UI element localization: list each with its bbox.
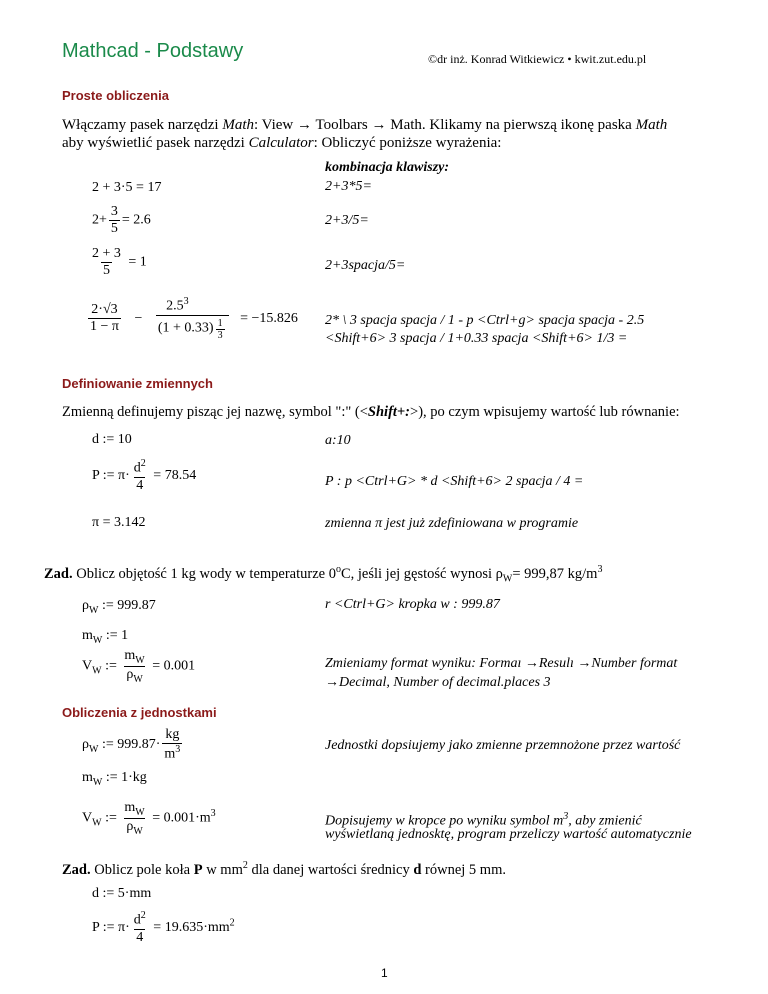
P-result: = 78.54 — [153, 468, 197, 484]
keys-def-d: a:10 — [325, 433, 351, 448]
fraction-denominator: 1 − π — [90, 318, 119, 334]
section-heading-variables: Definiowanie zmiennych — [62, 376, 213, 391]
exponent: 3 — [175, 744, 181, 755]
expr-3-fraction — [90, 246, 123, 279]
task-label: Zad. — [44, 565, 73, 582]
page-title: Mathcad - Podstawy — [62, 40, 244, 62]
expr-4-fraction-1 — [88, 302, 121, 335]
section-heading-units: Obliczenia z jednostkami — [62, 705, 217, 720]
V-symbol: V — [82, 810, 93, 826]
fraction-denominator: 5 — [110, 221, 118, 236]
expr-4 — [86, 296, 298, 341]
subscript: W — [135, 654, 145, 666]
V-result: = 0.001 — [152, 658, 196, 674]
task-variable: P — [193, 861, 203, 878]
intro-text: : View → Toolbars → Math. Klikamy na pierwszą ikonę paska — [254, 117, 636, 133]
def-P-mm — [92, 910, 235, 946]
fraction-numerator: 2 + 3 — [92, 246, 121, 261]
intro-math-word: Math — [635, 117, 668, 133]
intro-text: Włączamy pasek narzędzi — [62, 117, 223, 133]
expr-3 — [88, 246, 147, 279]
fraction-numerator — [132, 910, 148, 929]
keys-V-line-1: Zmieniamy format wyniku: Formaı →Resulı →Number format — [325, 656, 678, 671]
subscript: W — [92, 776, 103, 788]
exponent: 2 — [229, 917, 235, 929]
V-symbol: V — [82, 658, 93, 674]
intro-text: aby wyświetlić pasek narzędzi — [62, 135, 249, 151]
def-rho — [82, 598, 156, 616]
keys-pi: zmienna π jest już zdefiniowana w programie — [325, 516, 579, 531]
fraction-numerator — [132, 458, 148, 477]
keys-header: kombinacja klawiszy: — [325, 160, 450, 175]
intro-text: : Obliczyć poniższe wyrażenia: — [313, 135, 502, 151]
subscript: W — [92, 634, 103, 646]
base-value: 2.5 — [166, 298, 184, 314]
keys-4-line-2: <Shift+6> 3 spacja / 1+0.33 spacja <Shift+6> 1/3 = — [325, 331, 628, 346]
keys-V-line-2: →Decimal, Number of decimal.places 3 — [325, 675, 551, 690]
task-1 — [44, 561, 602, 589]
exponent-fraction — [216, 318, 225, 341]
task-label: Zad. — [62, 861, 91, 878]
fraction-numerator: 2·√3 — [91, 301, 118, 317]
rho-symbol: ρ — [82, 737, 89, 753]
m-definition: := 1·kg — [102, 770, 147, 785]
base-value: (1 + 0.33) — [157, 320, 214, 336]
rho-definition: := 999.87 — [98, 598, 156, 613]
P-result: = 19.635·mm — [153, 920, 230, 936]
exponent: 2 — [140, 910, 146, 921]
superscript: 3 — [563, 811, 569, 822]
subscript: W — [89, 604, 99, 616]
task-text: Oblicz objętość 1 kg wody w temperaturze 0 — [72, 565, 336, 582]
expr-4-result: = −15.826 — [240, 310, 298, 326]
exponent: 2 — [140, 458, 146, 469]
fraction-denominator — [124, 818, 144, 837]
fraction-denominator — [124, 666, 144, 685]
section-heading-simple: Proste obliczenia — [62, 88, 169, 103]
superscript: o — [335, 564, 341, 575]
expr-1: 2 + 3·5 = 17 — [92, 180, 162, 195]
base-value: ρ — [126, 666, 134, 682]
subscript: W — [133, 673, 143, 685]
shift-colon-key: Shift+: — [367, 404, 411, 420]
keys-1: 2+3*5= — [325, 179, 372, 194]
intro-line-1 — [62, 116, 667, 134]
base-value: d — [133, 460, 141, 476]
intro-calculator-word: Calculator — [248, 135, 314, 151]
page-number: 1 — [381, 966, 388, 980]
unit-fraction — [162, 727, 182, 763]
task-text: C, jeśli jej gęstość wynosi ρ — [340, 565, 503, 582]
P-prefix: P := π· — [92, 468, 130, 484]
keys-units-1: Jednostki dopsiujemy jako zmienne przemnożone przez wartość — [325, 738, 681, 753]
note-text: Dopisujemy w kropce po wyniku symbol m — [325, 813, 564, 829]
note-text: , aby zmienić — [568, 813, 642, 829]
base-value: m — [124, 648, 136, 663]
expr-4-fraction-2 — [156, 296, 229, 341]
assign-operator: := — [101, 658, 117, 674]
keys-def-P: P : p <Ctrl+G> * d <Shift+6> 2 spacja / 4 = — [325, 474, 584, 489]
expr-3-result: = 1 — [128, 254, 147, 270]
P-prefix: P := π· — [92, 920, 130, 936]
m-symbol: m — [82, 770, 93, 785]
def-d-mm: d := 5·mm — [92, 886, 152, 901]
def-m — [82, 628, 128, 646]
subscript: W — [135, 806, 145, 818]
fraction-denominator: 4 — [136, 929, 144, 945]
task-2 — [62, 857, 506, 879]
fraction-numerator: 1 — [217, 317, 223, 329]
author-line: ©dr inż. Konrad Witkiewicz • kwit.zut.edu.pl — [428, 52, 647, 66]
fraction-denominator: 5 — [102, 263, 110, 278]
base-value: m — [164, 746, 176, 762]
V-result: = 0.001·m — [152, 810, 211, 826]
fraction-numerator: kg — [165, 727, 180, 742]
base-value: ρ — [126, 818, 134, 834]
keys-rho: r <Ctrl+G> kropka w : 999.87 — [325, 597, 500, 612]
subscript: W — [89, 743, 99, 755]
task-variable: d — [413, 861, 422, 878]
keys-units-2-line-2: wyświetlaną jednosktę, program przeliczy wartość automatycznie — [325, 827, 692, 842]
subscript: W — [502, 573, 513, 585]
m-definition: := 1 — [102, 628, 129, 643]
subscript: W — [133, 825, 143, 837]
superscript: 3 — [597, 564, 603, 575]
expr-2-result: = 2.6 — [121, 212, 151, 228]
fraction-denominator: 4 — [136, 477, 144, 493]
task-text: w mm — [202, 861, 243, 878]
pi-value: π = 3.142 — [92, 515, 146, 530]
def-P — [92, 458, 196, 494]
P-fraction — [132, 458, 148, 494]
fraction-denominator — [162, 743, 182, 763]
intro-math-word: Math — [222, 117, 254, 133]
fraction-denominator — [156, 315, 229, 341]
intro-text: >), po czym wpisujemy wartość lub równanie: — [410, 404, 680, 420]
keys-2: 2+3/5= — [325, 213, 369, 228]
V-fraction — [122, 648, 146, 685]
intro-line-2 — [62, 134, 501, 152]
def-d: d := 10 — [92, 432, 132, 447]
task-text: dla danej wartości średnicy — [247, 861, 414, 878]
def-V — [82, 648, 195, 685]
fraction-denominator: 3 — [217, 329, 223, 341]
def-rho-units — [82, 727, 184, 763]
assign-operator: := — [101, 810, 117, 826]
keys-3: 2+3spacja/5= — [325, 258, 406, 273]
exponent: 3 — [210, 807, 216, 819]
task-text: = 999,87 kg/m — [512, 565, 598, 582]
fraction-numerator — [164, 296, 229, 315]
exponent: 3 — [183, 296, 189, 307]
variables-intro — [62, 403, 680, 421]
def-m-units — [82, 770, 147, 788]
rho-symbol: ρ — [82, 598, 89, 613]
keys-4-line-1: 2* \ 3 spacja spacja / 1 - p <Ctrl+g> spacja spacja - 2.5 — [325, 313, 645, 328]
expr-2-prefix: 2+ — [92, 212, 107, 228]
rho-definition: := 999.87· — [98, 737, 161, 753]
fraction-numerator — [122, 648, 146, 666]
m-symbol: m — [82, 628, 93, 643]
expr-2-fraction — [109, 204, 120, 237]
subscript: W — [92, 817, 102, 829]
intro-text: Zmienną definujemy pisząc jej nazwę, symbol ":" (< — [62, 404, 368, 420]
minus-sign: − — [134, 310, 143, 326]
V-fraction — [122, 800, 146, 837]
P-fraction — [132, 910, 148, 946]
subscript: W — [92, 665, 102, 677]
superscript: 2 — [242, 860, 248, 871]
base-value: m — [124, 800, 136, 815]
base-value: d — [133, 912, 141, 928]
fraction-numerator — [122, 800, 146, 818]
expr-2 — [92, 204, 151, 237]
def-V-units — [82, 800, 216, 837]
task-text: Oblicz pole koła — [90, 861, 194, 878]
task-text: równej 5 mm. — [421, 861, 506, 878]
fraction-numerator: 3 — [110, 204, 118, 219]
